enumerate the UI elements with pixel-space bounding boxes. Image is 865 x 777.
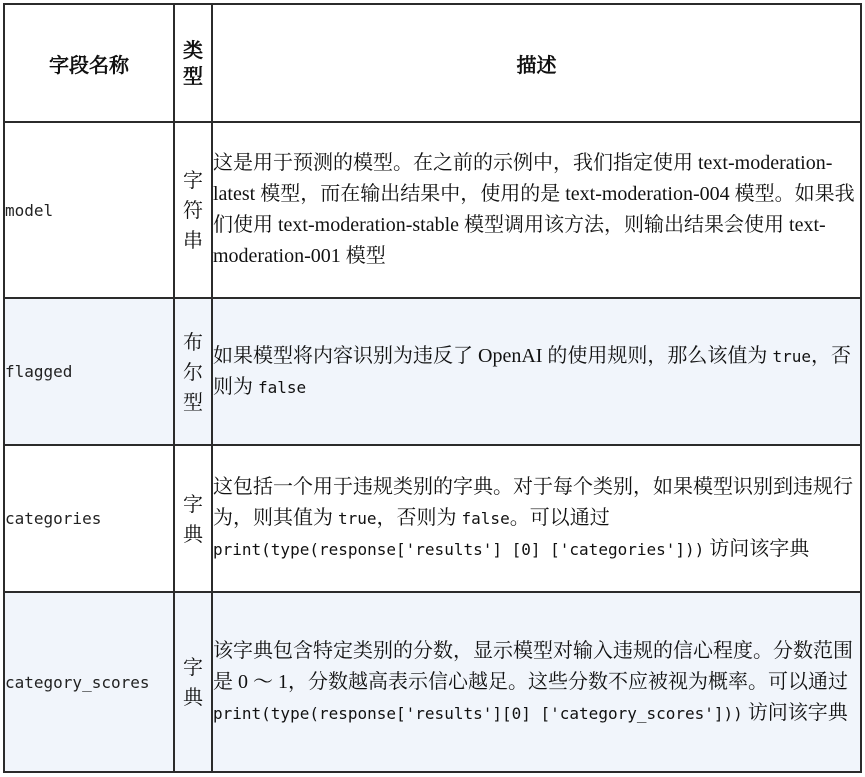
description-text: 这是用于预测的模型。在之前的示例中，我们指定使用 text-moderation-latest 模型，而在输出结果中，使用的是 text-moderation-004 模型。如果我们使用 text-moderation-stable 模型调用该方法，则输出结果会使用 text-moderation-001 模型 — [213, 152, 855, 267]
field-type — [174, 298, 212, 445]
fields-table — [3, 3, 862, 773]
field-type — [174, 122, 212, 298]
field-type-char: 字 — [183, 491, 203, 516]
inline-code: false — [258, 377, 307, 397]
field-description — [212, 298, 861, 445]
field-name: flagged — [4, 298, 174, 445]
table-row — [4, 298, 861, 445]
field-type-char: 典 — [183, 685, 203, 709]
field-name: categories — [4, 445, 174, 592]
header-field-name: 字段名称 — [4, 4, 174, 122]
field-description — [212, 122, 861, 298]
inline-code: print(type(response['results'] [0] ['categories'])) — [213, 540, 705, 559]
field-description — [212, 592, 861, 772]
table-row — [4, 445, 861, 592]
table-row — [4, 592, 861, 772]
field-name: model — [4, 122, 174, 298]
header-type-char: 型 — [183, 64, 203, 88]
field-type — [174, 592, 212, 772]
field-type-char: 符 — [183, 198, 203, 222]
field-type-char: 字 — [183, 168, 203, 192]
field-type-char: 串 — [183, 228, 203, 252]
inline-code: true — [772, 346, 811, 366]
description-text: 。可以通过 — [509, 507, 610, 529]
description-text: ，否则为 — [213, 344, 851, 398]
header-type — [174, 4, 212, 122]
description-text: 如果模型将内容识别为违反了 OpenAI 的使用规则，那么该值为 — [213, 344, 773, 367]
inline-code: true — [338, 509, 377, 528]
field-name: category_scores — [4, 592, 174, 772]
field-type-char: 字 — [183, 655, 203, 679]
description-text: 访问该字典 — [704, 538, 810, 560]
field-type-char: 型 — [183, 389, 203, 414]
field-type-char: 尔 — [183, 359, 203, 384]
field-type-char: 布 — [183, 329, 203, 354]
inline-code: false — [461, 509, 510, 528]
description-text: ，否则为 — [376, 507, 462, 529]
description-text: 这包括一个用于违规类别的字典。对于每个类别，如果模型识别到违规行为，则其值为 — [213, 476, 853, 529]
table-row — [4, 122, 861, 298]
field-type-char: 典 — [183, 521, 203, 546]
field-type — [174, 445, 212, 592]
header-type-char: 类 — [183, 38, 203, 62]
field-description — [212, 445, 861, 592]
header-description: 描述 — [212, 4, 861, 122]
header-row — [4, 4, 861, 122]
description-text: 该字典包含特定类别的分数，显示模型对输入违规的信心程度。分数范围是 0 ～ 1，分数越高表示信心越足。这些分数不应被视为概率。可以通过 — [213, 639, 853, 693]
inline-code: print(type(response['results'][0] ['category_scores'])) — [213, 703, 743, 723]
description-text: 访问该字典 — [742, 701, 848, 724]
